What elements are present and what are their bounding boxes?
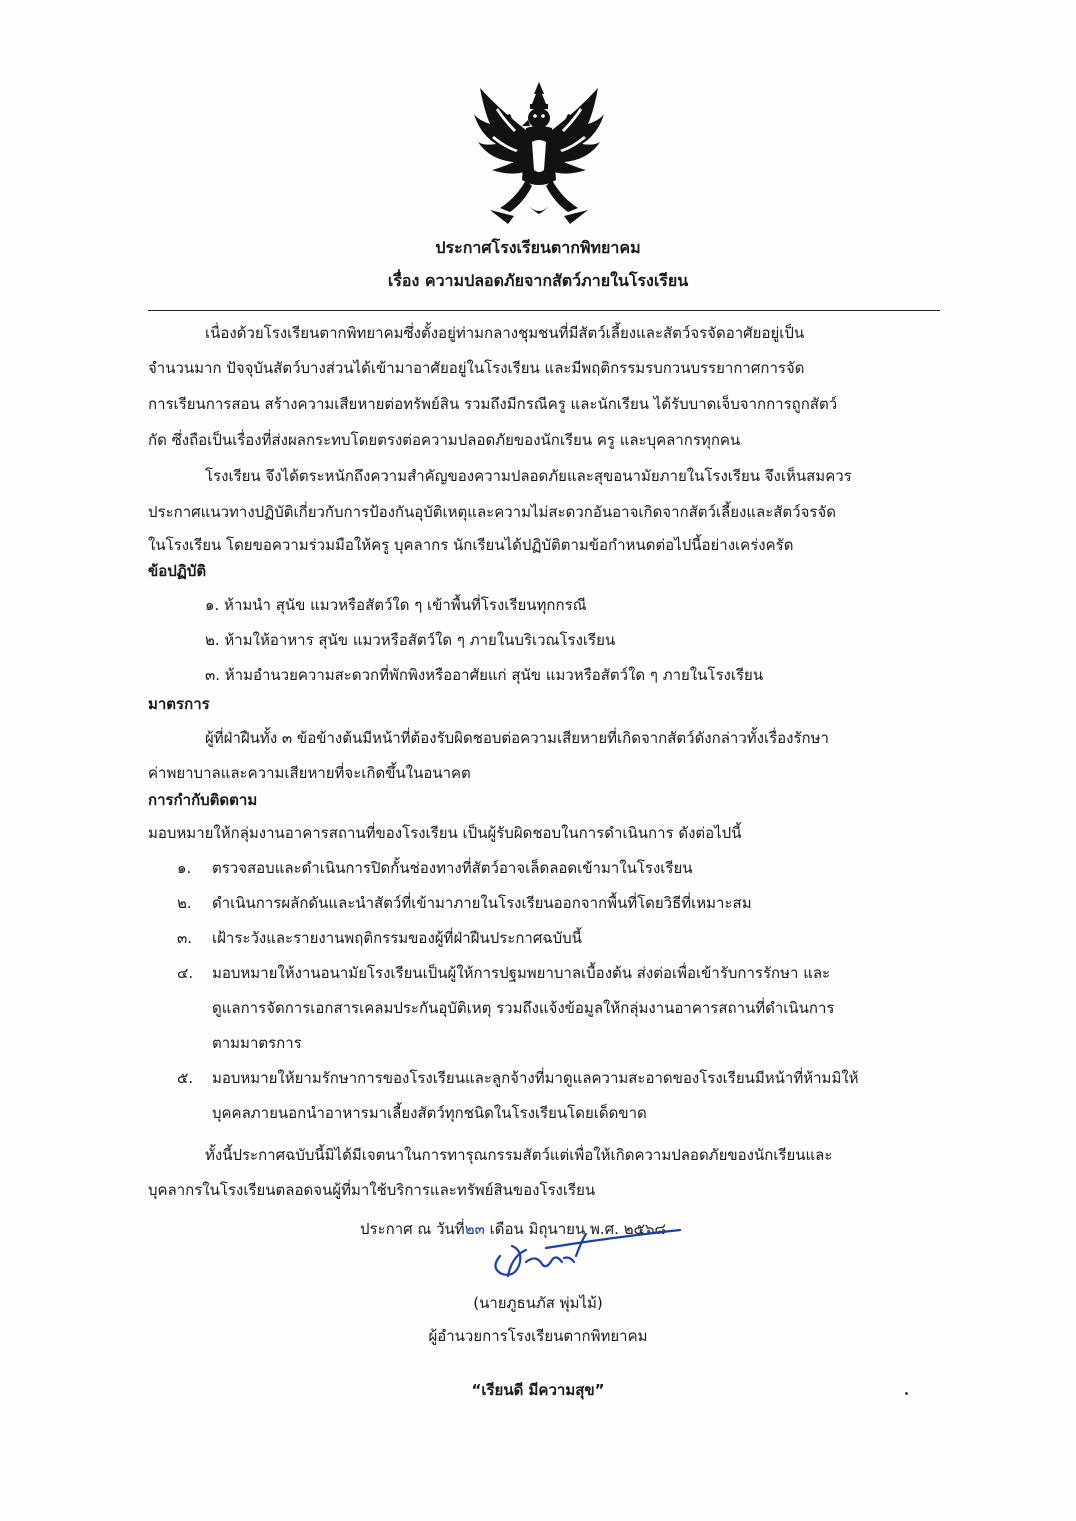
closing-line: ทั้งนี้ประกาศฉบับนี้มิได้มีเจตนาในการทารุณกรรมสัตว์แต่เพื่อให้เกิดความปลอดภัยของนักเรียนและ — [205, 1146, 833, 1164]
intro-line: การเรียนการสอน สร้างความเสียหายต่อทรัพย์สิน รวมถึงมีกรณีครู และนักเรียน ได้รับบาดเจ็บจากการถูกสัตว์ — [148, 395, 838, 413]
monitoring-item-text: ดูแลการจัดการเอกสารเคลมประกันอุบัติเหตุ รวมถึงแจ้งข้อมูลให้กลุ่มงานอาคารสถานที่ดำเนินการ — [212, 999, 835, 1017]
announcement-subject: เรื่อง ความปลอดภัยจากสัตว์ภายในโรงเรียน — [387, 271, 689, 290]
measures-line: ผู้ที่ฝ่าฝืนทั้ง ๓ ข้อข้างต้นมีหน้าที่ต้องรับผิดชอบต่อความเสียหายที่เกิดจากสัตว์ดังกล่าวทั้งเรื่องรักษา — [205, 729, 829, 747]
signer-name: (นายภูธนภัส พุ่มไม้) — [473, 1294, 603, 1312]
monitoring-item-text: ตามมาตรการ — [212, 1034, 302, 1052]
rule-item: ๒. ห้ามให้อาหาร สุนัข แมวหรือสัตว์ใด ๆ ภายในบริเวณโรงเรียน — [205, 631, 616, 649]
monitoring-heading: การกำกับติดตาม — [148, 791, 258, 809]
rules-heading: ข้อปฏิบัติ — [148, 562, 207, 580]
closing-line: บุคลากรในโรงเรียนตลอดจนผู้ที่มาใช้บริการและทรัพย์สินของโรงเรียน — [148, 1181, 596, 1199]
measures-heading: มาตรการ — [148, 695, 210, 713]
monitoring-item-text: มอบหมายให้ยามรักษาการของโรงเรียนและลูกจ้างที่มาดูแลความสะอาดของโรงเรียนมีหน้าที่ห้ามมิให้ — [212, 1069, 859, 1087]
monitoring-item-number: ๕. — [177, 1069, 194, 1087]
monitoring-item-text: มอบหมายให้งานอนามัยโรงเรียนเป็นผู้ให้การปฐมพยาบาลเบื้องต้น ส่งต่อเพื่อเข้ารับการรักษา และ — [212, 964, 831, 982]
monitoring-item-number: ๔. — [177, 964, 194, 982]
monitoring-item-text: ดำเนินการผลักดันและนำสัตว์ที่เข้ามาภายในโรงเรียนออกจากพื้นที่โดยวิธีที่เหมาะสม — [212, 894, 752, 912]
intro-line: เนื่องด้วยโรงเรียนตากพิทยาคมซึ่งตั้งอยู่ท่ามกลางชุมชนที่มีสัตว์เลี้ยงและสัตว์จรจัดอาศัยอยู่เป็น — [205, 324, 805, 342]
ink-speck — [905, 1392, 908, 1395]
monitoring-item-number: ๒. — [177, 894, 192, 912]
intro-line: โรงเรียน จึงได้ตระหนักถึงความสำคัญของความปลอดภัยและสุขอนามัยภายในโรงเรียน จึงเห็นสมควร — [205, 467, 852, 485]
intro-line: ในโรงเรียน โดยขอความร่วมมือให้ครู บุคลากร นักเรียนได้ปฏิบัติตามข้อกำหนดต่อไปนี้อย่างเคร่งครัด — [148, 536, 794, 554]
handwritten-signature — [486, 1226, 686, 1286]
title-divider — [148, 310, 940, 311]
monitoring-item-text: ตรวจสอบและดำเนินการปิดกั้นช่องทางที่สัตว์อาจเล็ดลอดเข้ามาในโรงเรียน — [212, 859, 693, 877]
intro-line: ประกาศแนวทางปฏิบัติเกี่ยวกับการป้องกันอุบัติเหตุและความไม่สะดวกอันอาจเกิดจากสัตว์เลี้ยงและสัตว์จรจัด — [148, 503, 836, 521]
intro-line: กัด ซึ่งถือเป็นเรื่องที่ส่งผลกระทบโดยตรงต่อความปลอดภัยของนักเรียน ครู และบุคลากรทุกคน — [148, 431, 741, 449]
monitoring-intro: มอบหมายให้กลุ่มงานอาคารสถานที่ของโรงเรียน เป็นผู้รับผิดชอบในการดำเนินการ ดังต่อไปนี้ — [148, 824, 742, 842]
signer-position: ผู้อำนวยการโรงเรียนตากพิทยาคม — [428, 1327, 648, 1345]
date-rest: เดือน มิถุนายน พ.ศ. ๒๕๖๘ — [489, 1220, 667, 1238]
date-day: ๒๓ — [464, 1220, 485, 1238]
monitoring-item-number: ๑. — [177, 859, 192, 877]
intro-line: จำนวนมาก ปัจจุบันสัตว์บางส่วนได้เข้ามาอาศัยอยู่ในโรงเรียน และมีพฤติกรรมรบกวนบรรยากาศการจัด — [148, 359, 805, 377]
measures-line: ค่าพยาบาลและความเสียหายที่จะเกิดขึ้นในอนาคต — [148, 764, 471, 782]
rule-item: ๑. ห้ามนำ สุนัข แมวหรือสัตว์ใด ๆ เข้าพื้นที่โรงเรียนทุกกรณี — [205, 596, 587, 614]
school-motto: “เรียนดี มีความสุข” — [471, 1381, 605, 1399]
monitoring-item-text: บุคคลภายนอกนำอาหารมาเลี้ยงสัตว์ทุกชนิดในโรงเรียนโดยเด็ดขาด — [212, 1104, 647, 1122]
rule-item: ๓. ห้ามอำนวยความสะดวกที่พักพิงหรืออาศัยแก่ สุนัข แมวหรือสัตว์ใด ๆ ภายในโรงเรียน — [205, 666, 764, 684]
monitoring-item-text: เฝ้าระวังและรายงานพฤติกรรมของผู้ที่ฝ่าฝืนประกาศฉบับนี้ — [212, 929, 582, 947]
monitoring-item-number: ๓. — [177, 929, 193, 947]
garuda-emblem-icon — [470, 80, 608, 230]
announcement-title: ประกาศโรงเรียนตากพิทยาคม — [435, 238, 641, 257]
date-prefix: ประกาศ ณ วันที่ — [360, 1220, 465, 1238]
